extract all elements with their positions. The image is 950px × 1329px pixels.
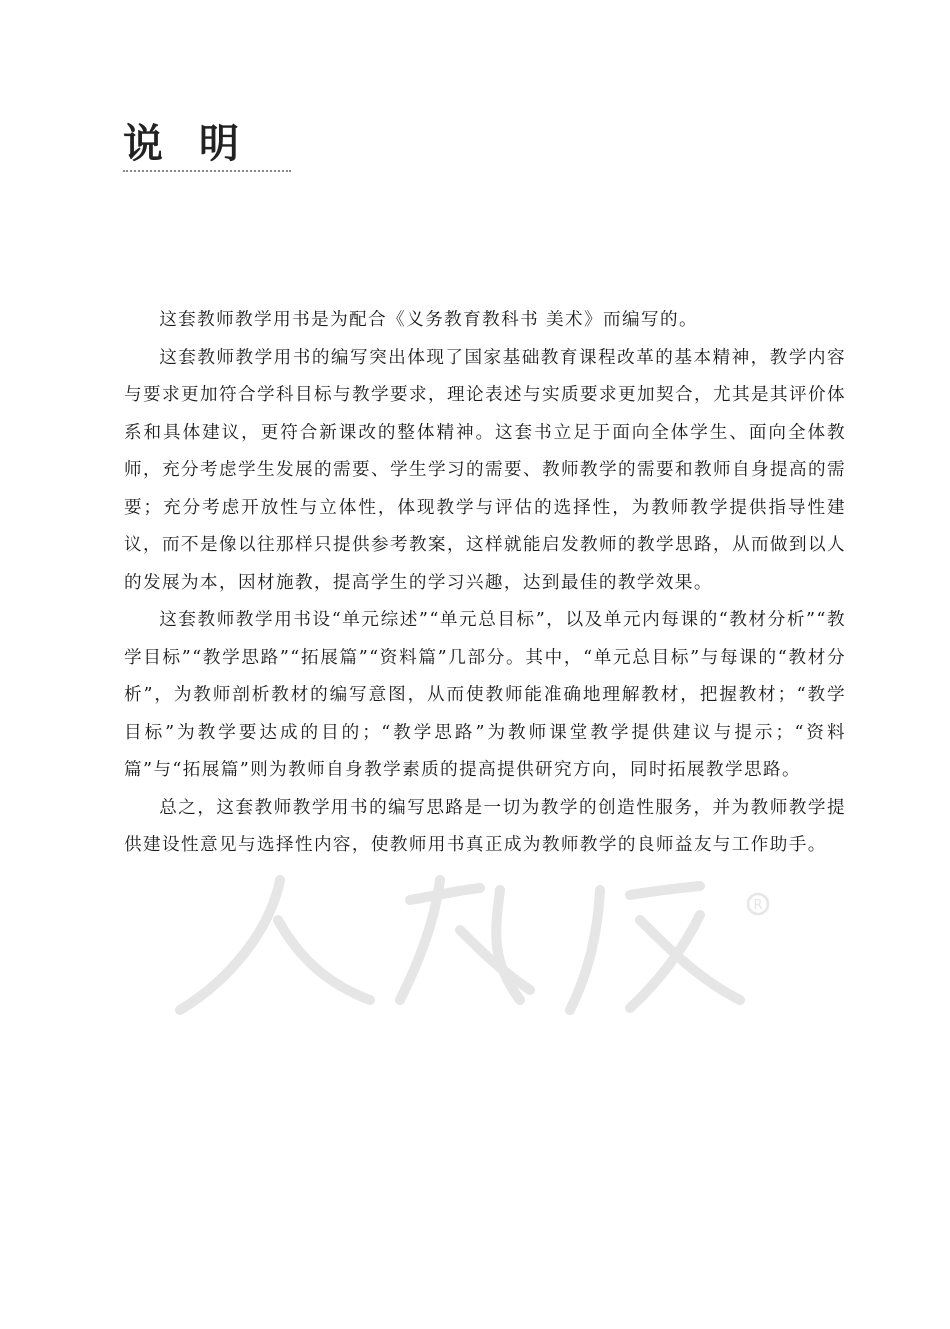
paragraph-intro: 这套教师教学用书是为配合《义务教育教科书 美术》而编写的。 — [159, 310, 699, 330]
description-body — [124, 302, 846, 865]
paragraph-summary: 总之，这套教师教学用书的编写思路是一切为教学的创造性服务，并为教师教学提供建设性意见与选择性内容，使教师用书真正成为教师教学的良师益友与工作助手。 — [124, 797, 846, 855]
publisher-watermark — [160, 860, 800, 1020]
page-title: 说明 — [123, 120, 275, 167]
paragraph-purpose: 这套教师教学用书的编写突出体现了国家基础教育课程改革的基本精神，教学内容与要求更加符合学科目标与教学要求，理论表述与实质要求更加契合，尤其是其评价体系和具体建议，更符合新课改的整体精神。这套书立足于面向全体学生、面向全体教师，充分考虑学生发展的需要、学生学习的需要、教师教学的需要和教师自身提高的需要；充分考虑开放性与立体性，体现教学与评估的选择性，为教师教学提供指导性建议，而不是像以往那样只提供参考教案，这样就能启发教师的教学思路，从而做到以人的发展为本，因材施教，提高学生的学习兴趣，达到最佳的教学效果。 — [124, 347, 846, 593]
svg-text:R: R — [753, 898, 763, 913]
title-divider — [123, 170, 291, 172]
paragraph-structure: 这套教师教学用书设“单元综述”“单元总目标”，以及单元内每课的“教材分析”“教学目标”“教学思路”“拓展篇”“资料篇”几部分。其中，“单元总目标”与每课的“教材分析”，为教师剖析教材的编写意图，从而使教师能准确地理解教材，把握教材；“教学目标”为教学要达成的目的；“教学思路”为教师课堂教学提供建议与提示；“资料篇”与“拓展篇”则为教师自身教学素质的提高提供研究方向，同时拓展教学思路。 — [124, 610, 846, 780]
watermark-logo-icon — [160, 860, 800, 1020]
